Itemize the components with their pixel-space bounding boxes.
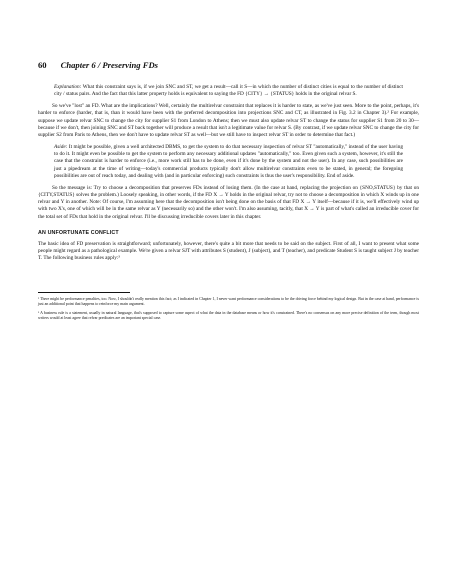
aside-lead: Aside: xyxy=(54,144,68,151)
explanation-paragraph xyxy=(38,84,419,98)
section-paragraph xyxy=(38,241,419,262)
body-paragraph-lost-fd xyxy=(38,103,419,139)
lost-fd-text: So we've "lost" an FD. What are the implications? Well, certainly the multirelvar constraint that replaces it is harder to state, as we've just seen. More to the point, perhaps, it's harder to enforce (harder, that is, than it would have been with the preferred decomposition into projections SNC and CT, as illustrated in Fig. 3.2 in Chapter 3).² For example, suppose we update relvar SNC to change the city for supplier S1 from London to Athens; then we must also update relvar ST to change the status for supplier S1 from 20 to 30—because if we don't, then joining SNC and ST back together will produce a result that isn't a legitimate value for relvar S. (By contrast, if we update relvar SNC to change the city for supplier S2 from Paris to Athens, then we don't have to update relvar ST as well—but we still have to inspect relvar ST in order to determine that fact.) xyxy=(38,103,419,138)
explanation-lead: Explanation: xyxy=(54,84,82,90)
footnote-2: ² There might be performance penalties, too. Now, I shouldn't really mention this fact; as I indicated in Chapter 1, I never want performance considerations to be the driving force behind my logical design. But in the case at hand, performance is just an additional point that happens to reinforce my main argument. xyxy=(38,297,419,307)
aside-paragraph xyxy=(38,144,419,180)
section-text: The basic idea of FD preservation is straightforward; unfortunately, however, there's quite a bit more that needs to be said on the subject. First of all, I want to present what some people might regard as a pathological example. We're given a relvar SJT with attributes S (student), J (subject), and T (teacher), and predicate Student S is taught subject J by teacher T. The following business rules apply:³ xyxy=(38,240,419,261)
section-heading: AN UNFORTUNATE CONFLICT xyxy=(38,229,119,236)
message-text: So the message is: Try to choose a decomposition that preserves FDs instead of losing them. (In the case at hand, replacing the projection on {SNO,STATUS} by that on {CITY,STATUS} solves the problem.) Loosely speaking, in other words, if the FD X → Y holds in the original relvar, try not to choose a decomposition in which X winds up in one relvar and Y in another. Note: Of course, I'm assuming here that the decomposition isn't being done on the basis of that FD X → Y itself—because if it is, we'll effectively wind up with two X's, one of which will be in the same relvar as Y (necessarily so) and the other won't. I'm also assuming, tacitly, that X → Y is part of what's called an irreducible cover for the total set of FDs that hold in the original relvar. I'll be discussing irreducible covers later in this chapter. xyxy=(38,184,419,220)
explanation-text: What this constraint says is, if we join SNC and ST, we get a result—call it S—in which the number of distinct cities is equal to the number of distinct city / status pairs. And the fact that this latter property holds is equivalent to saying the FD {CITY} → {STATUS} holds in the original relvar S. xyxy=(54,84,403,98)
chapter-title: Chapter 6 / Preserving FDs xyxy=(60,60,158,70)
body-paragraph-message xyxy=(38,185,419,221)
page-number: 60 xyxy=(38,60,47,70)
aside-text: It might be possible, given a well architected DBMS, to get the system to do that necessary inspection of relvar ST "automatically," instead of the user having to do it. It might even be possible to get the system to perform any necessary additional updates "automatically," too. Even given such a system, however, it's still the case that the constraint is harder to enforce (i.e., more work still has to be done, even if it's done by the system and not the user). In any case, such possibilities are just a pipedream at the time of writing—today's commercial products typically don't allow multirelvar constraints even to be stated, in general; the foregoing possibilities are out of reach today, and dealing with (and in particular enforcing) such constraints is thus the user's responsibility. End of aside. xyxy=(54,144,403,179)
running-header xyxy=(38,60,419,70)
footnote-rule xyxy=(38,292,130,293)
footnote-3: ³ A business rule is a statement, usually in natural language, that's supposed to capture some aspect of what the data in the database means or how it's constrained. There's no consensus on any more precise definition of the term, though most writers would at least agree that relvar predicates are an important special case. xyxy=(38,310,419,320)
